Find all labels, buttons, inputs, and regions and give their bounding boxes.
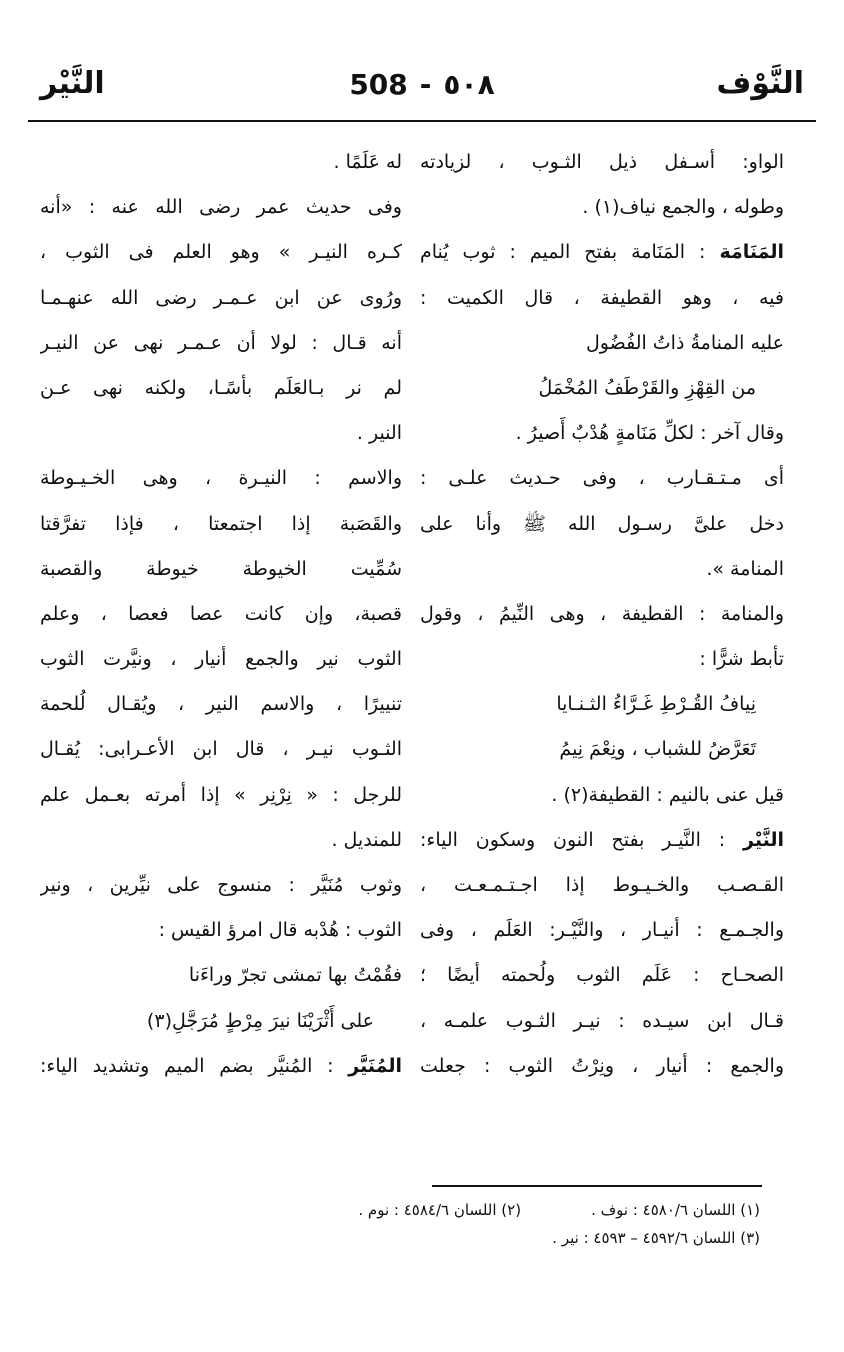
text-line <box>40 411 402 456</box>
text-line <box>40 502 402 547</box>
text-line <box>420 411 784 456</box>
line-text: والجـمـع : أنيـار ، والنَّيْـر: العَلَم ، وفى <box>420 919 784 942</box>
line-text: : المَنَامة بفتح الميم : ثوب يُنام <box>420 241 720 264</box>
line-text: وقال آخر : لكلِّ مَنَامةٍ هُدْبٌ أَصيرُ . <box>515 422 784 445</box>
text-line <box>420 366 784 411</box>
text-line <box>420 908 784 953</box>
page-number-arabic: ٥٠٨ <box>443 68 495 101</box>
text-line <box>420 773 784 818</box>
text-line <box>40 773 402 818</box>
text-line <box>420 682 784 727</box>
text-line <box>420 185 784 230</box>
text-line <box>420 727 784 772</box>
text-line <box>40 727 402 772</box>
text-line <box>40 140 402 185</box>
line-text: من القِهْزِ والقَرْطَفُ المُخْمَلُ <box>538 376 756 399</box>
line-text: والاسم : النيـرة ، وهى الخـيـوطة <box>40 467 402 490</box>
text-line <box>420 456 784 501</box>
page-number <box>40 68 804 101</box>
text-line <box>40 637 402 682</box>
page-number-latin: 508 <box>349 68 408 101</box>
header-left-title: النَّيْر <box>40 66 105 101</box>
text-line <box>420 999 784 1044</box>
text-line <box>40 818 402 863</box>
header-right-title: النَّوْف <box>716 66 804 101</box>
text-line <box>40 366 402 411</box>
line-text: لم نر بـالعَلَم بأسًـا، ولكنه نهى عـن <box>40 376 402 399</box>
text-line <box>40 863 402 908</box>
line-text: عليه المنامةُ ذاتُ الفُضُول <box>585 331 784 354</box>
line-text: ورُوى عن ابن عـمـر رضى الله عنهـمـا <box>40 286 402 309</box>
line-text: على أَثْرَيْنَا نيرَ مِرْطٍ مُرَجَّلِ(٣) <box>146 1009 374 1032</box>
text-line <box>40 456 402 501</box>
line-text: المنامة ». <box>706 557 784 580</box>
text-line <box>420 592 784 637</box>
footnote: (١) اللسان ٤٥٨٠/٦ : نوف . <box>591 1201 760 1219</box>
line-text: كـره النيـر » وهو العلم فى الثوب ، <box>40 241 402 264</box>
text-line <box>420 1044 784 1089</box>
right-column <box>420 140 784 1089</box>
text-line <box>420 547 784 592</box>
line-text: والقَصَبة إذا اجتمعتا ، فإذا تفرَّقتا <box>40 512 402 535</box>
text-line <box>40 999 402 1044</box>
footnotes <box>40 1196 760 1252</box>
header-rule <box>28 120 816 122</box>
line-text: : المُنيَّر بضم الميم وتشديد الياء: <box>40 1054 349 1077</box>
text-line <box>40 682 402 727</box>
line-text: فيه ، وهو القطيفة ، قال الكميت : <box>420 286 784 309</box>
line-text: له عَلَمًا . <box>333 151 402 173</box>
line-text: النير . <box>356 422 402 445</box>
text-line <box>40 953 402 998</box>
line-text: دخل علىَّ رسـول الله ﷺ وأنا على <box>420 512 784 535</box>
page-header <box>40 66 804 114</box>
text-line <box>420 230 784 275</box>
line-text: فقُمْتُ بها تمشى تجرّ وراءَنا <box>188 964 402 987</box>
text-line <box>420 953 784 998</box>
line-text: نِيافُ القُـرْطِ غَـرَّاءُ الثـنـايا <box>556 693 756 716</box>
text-line <box>420 276 784 321</box>
text-line <box>40 276 402 321</box>
text-line <box>40 185 402 230</box>
line-text: أى مـتـقـارب ، وفى حـديث علـى : <box>420 467 784 490</box>
text-line <box>40 592 402 637</box>
footnote: (٣) اللسان ٤٥٩٢/٦ – ٤٥٩٣ : نير . <box>552 1229 760 1247</box>
text-line <box>420 502 784 547</box>
text-line <box>40 1044 402 1089</box>
entry-term: النَّيْر <box>743 828 784 851</box>
line-text: والمنامة : القطيفة ، وهى النِّيمُ ، وقول <box>420 602 784 625</box>
left-column <box>40 140 402 1089</box>
line-text: قـال ابن سيـده : نيـر الثـوب علمـه ، <box>420 1009 784 1032</box>
line-text: وفى حديث عمر رضى الله عنه : «أنه <box>40 196 402 219</box>
text-line <box>420 140 784 185</box>
text-line <box>40 547 402 592</box>
text-line <box>420 321 784 366</box>
line-text: سُمِّيت الخيوطة خيوطة والقصبة <box>40 557 402 580</box>
line-text: الثـوب نيـر ، قال ابن الأعـرابى: يُقـال <box>40 738 402 761</box>
line-text: القـصـب والخـيـوط إذا اجـتـمـعـت ، <box>420 874 784 896</box>
line-text: للمنديل . <box>331 828 402 851</box>
line-text: تأبط شرًّا : <box>699 648 784 671</box>
line-text: قيل عنى بالنيم : القطيفة(٢) . <box>551 783 784 806</box>
page-number-separator: - <box>419 68 432 101</box>
line-text: الصحـاح : عَلَم الثوب ولُحمته أيضًا ؛ <box>420 964 784 987</box>
text-line <box>420 863 784 908</box>
line-text: : النَّيـر بفتح النون وسكون الياء: <box>420 828 744 851</box>
footnote-row <box>40 1196 760 1224</box>
footnote-row <box>40 1224 760 1252</box>
line-text: تَعَرَّضُ للشباب ، ونِعْمَ نِيمُ <box>559 738 756 761</box>
text-line <box>40 230 402 275</box>
text-line <box>420 637 784 682</box>
line-text: تنييرًا ، والاسم النير ، ويُقـال لُلحمة <box>40 693 402 716</box>
text-line <box>420 818 784 863</box>
line-text: للرجل : « نِرْنِر » إذا أمرته بعـمل علم <box>40 783 402 806</box>
line-text: وطوله ، والجمع نياف(١) . <box>582 196 784 219</box>
entry-term: المَنَامَة <box>719 241 784 264</box>
line-text: قصبة، وإن كانت عصا فعصا ، وعلم <box>40 602 402 625</box>
entry-term: المُنَيَّر <box>348 1054 402 1077</box>
line-text: الثوب : هُدْبه قال امرؤ القيس : <box>158 919 402 942</box>
text-line <box>40 321 402 366</box>
line-text: أنه قـال : لولا أن عـمـر نهى عن النيـر <box>40 331 402 354</box>
footnote: (٢) اللسان ٤٥٨٤/٦ : نوم . <box>358 1201 522 1219</box>
line-text: والجمع : أنيار ، ونِرْتُ الثوب : جعلت <box>420 1054 784 1077</box>
line-text: وثوب مُنَيَّر : منسوج على نيِّرين ، ونير <box>40 874 402 896</box>
line-text: الثوب نير والجمع أنيار ، ونيَّرت الثوب <box>40 648 402 671</box>
line-text: الواو: أسـفل ذيل الثـوب ، لزيادته <box>420 151 784 173</box>
footnote-rule <box>432 1185 762 1187</box>
text-line <box>40 908 402 953</box>
